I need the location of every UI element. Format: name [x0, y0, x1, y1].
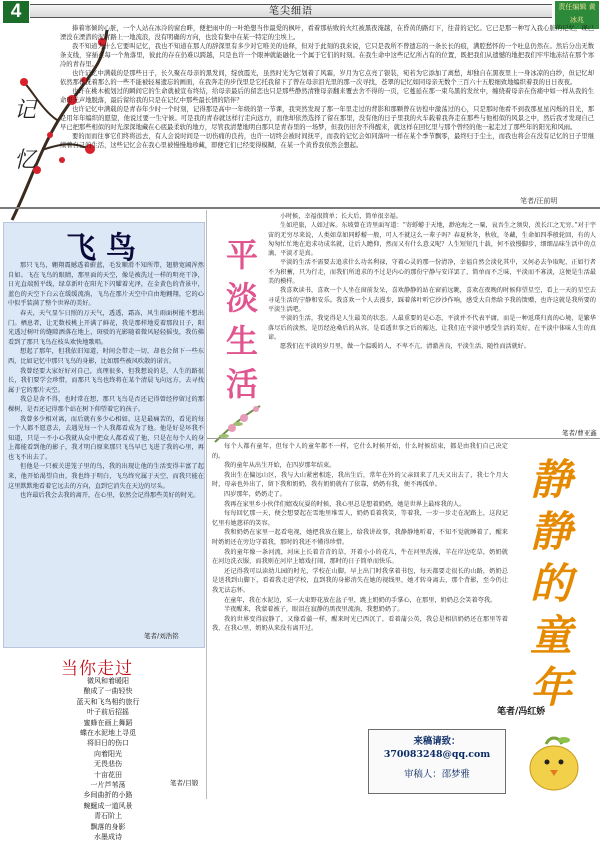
poem-line: 无畏悲伤	[94, 760, 122, 769]
poem-line: 向着阳光	[94, 749, 122, 758]
poem-line: 十亩花田	[94, 770, 122, 779]
paragraph: 在童年，我在水泥边，采一大束野花放在盆子里，跳上奶奶的手掌心，在那里，奶奶总会笑着夸我。	[224, 596, 497, 604]
poem-line: 蜿蜒成一道风景	[83, 801, 133, 810]
poem-line: 微风和着暖阳	[87, 677, 129, 685]
article-body-memory	[60, 24, 594, 150]
section-title: 笔尖细语	[269, 6, 313, 17]
poem-title: 当你走过	[61, 659, 133, 679]
author-poem: 笔者/目锻	[170, 779, 199, 787]
poem-line: 飘落的身影	[90, 822, 126, 831]
article-body-plain-life	[268, 212, 596, 351]
paragraph: 我喜欢读书，喜欢一个人坐在窗前发呆，喜欢静静的站在窗前远眺，喜欢在夜晚的时候仰望星空，看上一天的星空去寻觅生活的宁静和安乐。我喜欢一个人去漫步，踩着落叶听它沙沙作响，感受大自然给予我的馈赠，也许这就是我所要的平淡生活吧。	[268, 287, 596, 313]
article-feather-bird	[3, 222, 205, 648]
article-title-feather: 飞鸟	[66, 231, 146, 266]
poem-lines	[53, 676, 163, 843]
poem-line: 将旧日的伤口	[87, 739, 129, 748]
paragraph: 我曾经要大家好好对自己，真理很多，但我想说的是，人生的路很长，我们要学会珍惜，而那只飞鸟也终将在某个清晨飞向远方，去寻找属于它的那片天空。	[8, 367, 204, 394]
paragraph: 生如逆旅，人如过客。东坡曾在诗里面写道：“寄蜉蝣于天地，渺沧海之一粟，哀吾生之须臾，羡长江之无穷。”对于宇宙的无穷尽来说，人类如草如同蜉蝣一般，可人不就这么一辈子吗？春夏秋冬，秋收，冬藏，生命如四季般轮回，有的人匆匆忙忙地在追求功成名就，让后人瞻仰，然而又有什么意义呢？人生短短几十载，何不放慢脚步，细细品味生活中的点滴，平淡才是真。	[268, 222, 596, 258]
article-title-plain-life: 平淡生活	[225, 236, 258, 403]
poem-line: 蜜蜂在画上舞蹈	[83, 718, 133, 727]
article-body-feather	[8, 261, 204, 501]
author-childhood: 笔者/冯红娇	[497, 707, 546, 717]
editor-tag: 责任编辑 黄冰兆	[555, 1, 599, 29]
paragraph: 我再在家里乡小伙伴们嬉戏玩耍的时候，我心里总是想着奶奶，她是世界上最疼我的人。	[224, 500, 466, 508]
paragraph: 我不知道为什么它要叫记忆，我也不知道在那人的辞深里有多少对它唯美的诠释，但对于此刻的我来说，它只是我所不曾遗忘的一条长长的痕，满腔愁怀的一个吐息仍然在。然后分出无数条支线，穿插在每一个角落里，彼此的存在仍难以跨越，只是也许一个眼神就能融化一个属于它们的时刻。在我生命中这些记忆所占有的位置，既把我们从遗憾的地把我们牢牢地冻结在那个寒冷的青春里。	[60, 43, 594, 68]
article-body-childhood	[212, 442, 508, 634]
poem-line: 水墨成诗	[94, 833, 122, 842]
paragraph: 我的世界变得寂静了，又像看蒲一样，醒来时光已西沉了，看着蒲公英，我总是相信奶奶还在那里等着我，在我心里，奶奶从来没有离开过。	[212, 615, 508, 633]
poem-line: 乡间曲折的小路	[83, 791, 133, 800]
paragraph: 每每回忆那一天，便会想要起在雪地里堆雪人，奶奶看着我笑，等着我，一步一步走在泥路上，这段记忆里有她慈祥的笑容。	[212, 510, 508, 527]
paragraph: 要的而而往事它们终将远去，有人会说时间是一切伤痛的良药，也许一切终会被时间抚平，而我的记忆会如同落叶一样在某个季节飘零，最终归于尘土，而我也将会在没有记忆的日子里继续着自己的生活，这些记忆会在我心里被慢慢地珍藏，即便它们已经变得模糊，在某一个黄昏我依然会想起。	[60, 133, 594, 149]
poem-when-you-pass	[3, 652, 205, 842]
paragraph: 也许在桃木梳划过的瞬间它的生命就被宣布终结，给母亲最后的留恋也只是那些静然清雅母亲翻来覆去舍不得的一页，它蔓延在那一束乌黑的发丝中，缠绕着母亲在伤痛中如一样从我的生命里无声地脱落，最后留给我的只是在记忆中那些最长情的陪伴？	[60, 88, 594, 104]
paragraph: 捧着寒倾的心脏，一个人站在冰冷的窗台畔，便把雨中的一叶绝想当作最爱的枫叶，看着那枯败的火红被黑夜淹越，在昏黄的路灯下，往昔的记忆。它已是那一种写入我心脏的记忆，现已湮没在湮潜的泥青路上一地流浪，没有明确的方向，也没有集中在某一特定的尘埃上。	[60, 25, 594, 41]
paragraph: 半夜醒来，我蒙着被子，眼泪在寂静的黑夜里流淌，我想奶奶了。	[224, 606, 404, 614]
paragraph: 也许记忆中满载的是青春年少时一个时刻，记得那是高中一年级的第一节课，我突然发现了那一年里走过的背影和那颗曾在彷徨中激荡过的心，只是那时他看不到我那星星闪烁的目光，那是用年年编织的愿望，他说过要一生守候。可是我的青春就这样行走向远方，而他却依然选择了留在那里，没有他的日子里我的火车载着我奔走在那些与他相似的风景之中，然后我才发现自己早已把那些相似的时光深深地藏在心底最柔软的地方，尽管我清楚地明白那只是青春里的一场梦，但我仍旧舍不得醒来，就这样在回忆里与那个曾经的他一起走过了那些年的阳光和风雨。	[60, 106, 594, 131]
header-bar	[30, 4, 552, 18]
poem-line: 叶子前后招摇	[87, 708, 129, 717]
page-number: 4	[3, 1, 29, 23]
article-title-memory: 记忆	[14, 98, 37, 173]
paragraph: 每个人都有童年，但每个人的童年都不一样，它什么时候开始，什么时候结束，都是由我们自己决定的。	[212, 443, 508, 460]
paragraph: 也许最后我会去我的离开，在心里，依然会记得那些美好的时光。	[20, 492, 200, 500]
poem-line: 酿成了一曲轻快	[83, 687, 133, 696]
paragraph: 我出生在偏远山区，我与大山紧密相连，我出生后，常年在外的父亲回来了几天又出去了，我七个月大时，母亲也外出了，留下我和奶奶，我有奶奶就有了依靠，奶奶有我，便不再孤单。	[212, 471, 508, 489]
divider	[0, 207, 600, 209]
poem-line: 一片芦苇荡	[90, 781, 126, 790]
chick-illustration	[514, 722, 594, 796]
poem-line: 蝶在水泥地上寻觅	[80, 729, 136, 738]
paragraph: 平淡的生活，我觉得是人生最美的状态。人最重要的是心态，平淡并不代表平庸，而是一种返璞归真的心境，是繁华落尽后的淡然，是历经沧桑后的从容，是看透世事之后的豁达，让我们在平淡中感受生活的美好，在平淡中体味人生的真谛。	[268, 315, 596, 341]
paragraph: 我的童年像一条河流，河床上长着青青的草，开着小小的花儿，牛在河里洗澡，羊在岸边吃草，奶奶就在河边洗衣服，而我则在河岸上嬉戏打闹，那时的日子简单而快乐。	[212, 548, 508, 566]
paragraph: 那只飞鸟，翱翔震撼透着蔚蓝，毛发顺滑不知所带，翅膀宽阔浑然自如。飞在飞鸟的眼睛，那里面的天空，像是被洗过一样的明亮干净，日光直端照平线，绿草新叶在阳光下闪耀着光泽，在金黄色的背景中，蓝色的天空下白云在缓缓流淌，飞鸟在那片天空中自由地翱翔，它的心中似乎装满了整个世界的美好。	[8, 262, 204, 308]
author-plain-life: 笔者/曹亚鑫	[562, 429, 597, 437]
paragraph: 小时候，幸福很简单；长大后，简单很幸福。	[280, 213, 402, 220]
author-feather: 笔者/刘浩铭	[144, 632, 179, 640]
reviewer-name: 邵梦雅	[441, 769, 470, 780]
contact-label: 来稿请致：	[413, 736, 461, 747]
divider	[207, 438, 600, 439]
contact-email[interactable]: 370083248@qq.com	[383, 749, 491, 760]
paragraph: 也许记忆中满载的是那些日子，长久聚在母亲的黑发间，绽放霞光，虽然时光为它划着了风霜，岁月为它点亮了银装，宛若为它添加了离愁，却独自在黑夜里上一身冰凉的白纱，但记忆却依然那样抚着那么的一些不能被轻易遗忘的画面，在我奔走的步伐里是它托我留下了曾在母亲泪光里的那一次寻找，苍翠的记忆如同母亲无数个三百六十五般细致地编织着我的日日夜夜。	[60, 70, 594, 86]
submission-contact-box	[368, 729, 506, 794]
paragraph: 春天，天气显乍日照的万天气，透透，霜冻，风生雨面树能不想出门。栖息者，让无数枝桃上开满了鲜花，我是那样地爱着那段日子，阳光透过树叶的缝隙洒落在地上，斑驳的光影随着微风轻轻摇曳，我仿佛看到了那只飞鸟在枝头欢快地歌唱。	[8, 309, 204, 346]
paragraph: 我和奶奶在家里一起看电视，她把我放在腿上，给我讲故事，我静静地听着，不知不觉就睡着了，醒来时奶奶还在旁边守着我，那时的我还不懂得珍惜。	[212, 529, 508, 546]
paragraph: 我曾多少相对离，而后就有多少心相如。这是最痛苦的，看见的每一个人都不愿意去，去遇见每一个人我都看成为了他。他是好是坏我不知道，只是一不小心我就从众中把众人都看成了他，只是在每个人的身上都能看到他的影子，我才明白原来那只飞鸟早已飞进了我的心里，再也飞不出去了。	[8, 415, 204, 461]
paragraph: 但他是一只被关进笼子里的鸟，我的出现让他的生活变得丰富了起来，他开始渴望自由，我也终于明白，飞鸟终究属于天空，而我只能在这里默默地看着它远去的方向，直到它消失在天边的尽头。	[8, 463, 204, 490]
poem-line: 蓝天和飞鸟相约旅行	[76, 697, 140, 706]
paragraph: 平淡的生活不需要去追求什么功名利禄，守着心灵的那一份清净，幸福自然会淡化其中，又何必去争取呢，正如行者不为积蓄，只为行走，而我们所追求的不过是内心的那份宁静与安详罢了，简单而不乏味，平淡而不寡淡，这便是生活最美的模样。	[268, 259, 596, 286]
reviewer-label: 审稿人：	[404, 769, 442, 780]
paragraph: 我的童年从出生开始，在四岁那年结束。	[224, 462, 336, 470]
author-memory: 笔者/汪前明	[520, 197, 558, 205]
article-title-childhood: 静静的童年	[529, 455, 572, 712]
paragraph: 还记得我可以读幼儿园的时光，学校在山脚，早上出门时我拿着书包，每天都要走很长的山路，奶奶总是送我到山脚下，看着我走进学校，直到我的身影消失在她的视线里，她才转身离去，那个背影，至今仍让我无法忘怀。	[212, 567, 508, 594]
poem-line: 青石阶上	[94, 812, 122, 821]
paragraph: 想起了那年，但我依旧知道，时间会带走一切，却也会留下一些东西，比如记忆中那只飞鸟的身影，比如那些被风吹散的诺言。	[8, 348, 204, 365]
column-divider	[206, 210, 207, 799]
reviewer-line	[369, 766, 505, 780]
paragraph: 我总是舍不得，也时常在想，那只飞鸟是否还记得曾经停留过的那棵树，是否还记得那个站在树下仰望着它的孩子。	[8, 396, 204, 413]
paragraph: 四岁那年，奶奶走了。	[224, 490, 286, 498]
paragraph: 愿我们在平淡的岁月里，做一个温暖的人，不卑不亢，清澈善良，平淡生活，随性而活就好。	[280, 343, 530, 351]
